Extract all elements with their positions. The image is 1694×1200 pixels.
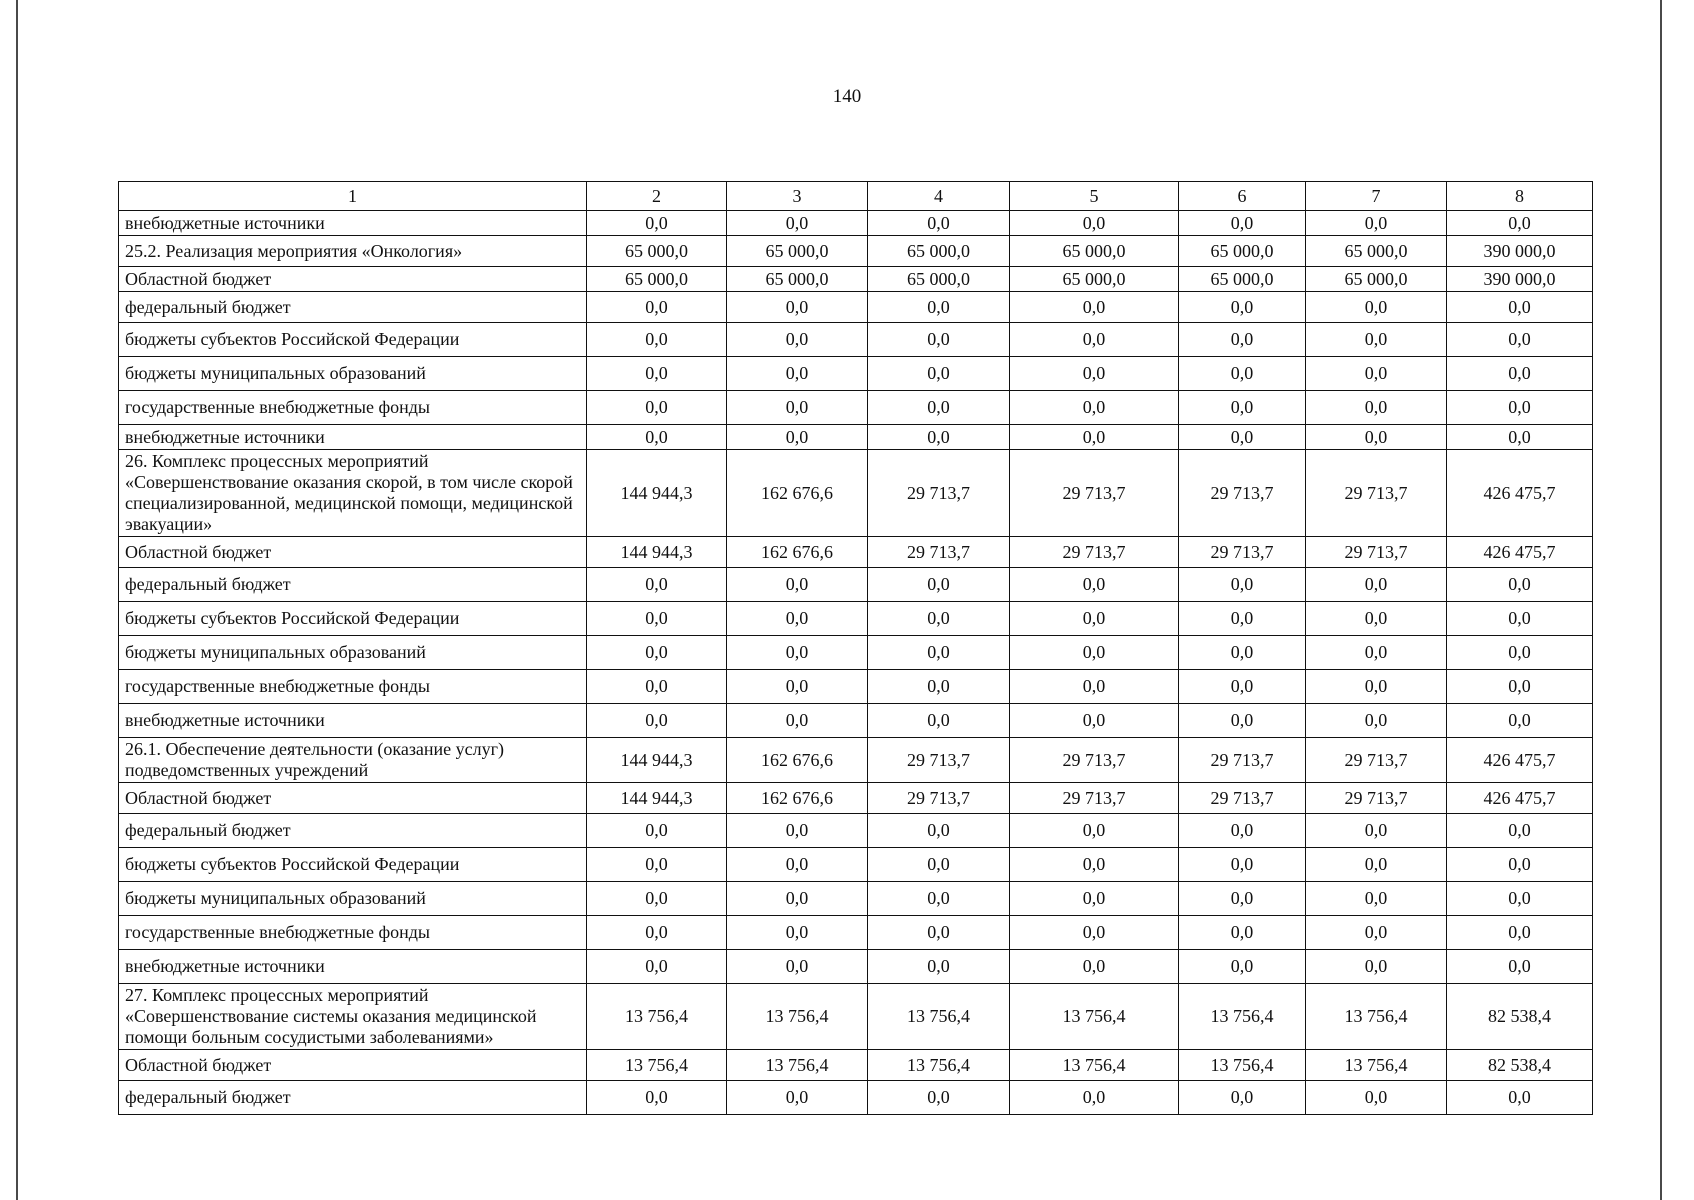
table-row [119,211,1593,236]
row-label: Областной бюджет [119,1050,587,1081]
value-cell: 0,0 [727,357,868,391]
value-cell: 0,0 [587,704,727,738]
table-row [119,738,1593,783]
value-cell: 0,0 [727,391,868,425]
value-cell: 65 000,0 [1306,236,1447,267]
value-cell: 0,0 [1010,1081,1179,1115]
row-label: государственные внебюджетные фонды [119,916,587,950]
value-cell: 0,0 [1179,848,1306,882]
table-row [119,357,1593,391]
value-cell: 0,0 [727,814,868,848]
value-cell: 0,0 [868,704,1010,738]
value-cell: 65 000,0 [587,236,727,267]
value-cell: 0,0 [1447,882,1593,916]
row-label: бюджеты субъектов Российской Федерации [119,848,587,882]
value-cell: 29 713,7 [1010,450,1179,537]
header-cell: 7 [1306,182,1447,211]
value-cell: 29 713,7 [1306,537,1447,568]
value-cell: 0,0 [1179,916,1306,950]
row-label: государственные внебюджетные фонды [119,670,587,704]
table-row [119,292,1593,323]
value-cell: 65 000,0 [1179,236,1306,267]
value-cell: 0,0 [1447,1081,1593,1115]
row-label: федеральный бюджет [119,1081,587,1115]
value-cell: 29 713,7 [868,450,1010,537]
header-cell: 4 [868,182,1010,211]
value-cell: 0,0 [727,425,868,450]
value-cell: 0,0 [587,357,727,391]
value-cell: 0,0 [1010,391,1179,425]
table-row [119,602,1593,636]
value-cell: 29 713,7 [1179,450,1306,537]
value-cell: 0,0 [1010,636,1179,670]
value-cell: 0,0 [868,425,1010,450]
table-row [119,391,1593,425]
value-cell: 0,0 [587,916,727,950]
value-cell: 0,0 [1306,292,1447,323]
value-cell: 0,0 [1447,292,1593,323]
value-cell: 0,0 [1179,357,1306,391]
row-label: бюджеты муниципальных образований [119,357,587,391]
value-cell: 82 538,4 [1447,984,1593,1050]
row-label: внебюджетные источники [119,211,587,236]
value-cell: 0,0 [1010,670,1179,704]
value-cell: 162 676,6 [727,450,868,537]
value-cell: 0,0 [1179,882,1306,916]
row-label: бюджеты субъектов Российской Федерации [119,602,587,636]
value-cell: 0,0 [1447,916,1593,950]
value-cell: 13 756,4 [587,984,727,1050]
value-cell: 13 756,4 [1010,984,1179,1050]
value-cell: 0,0 [1010,425,1179,450]
value-cell: 0,0 [868,391,1010,425]
value-cell: 390 000,0 [1447,267,1593,292]
value-cell: 0,0 [1447,391,1593,425]
table-row [119,814,1593,848]
value-cell: 0,0 [1010,704,1179,738]
value-cell: 426 475,7 [1447,783,1593,814]
value-cell: 29 713,7 [868,537,1010,568]
value-cell: 0,0 [1306,391,1447,425]
value-cell: 0,0 [1179,950,1306,984]
value-cell: 29 713,7 [1306,450,1447,537]
value-cell: 426 475,7 [1447,537,1593,568]
value-cell: 0,0 [727,602,868,636]
scan-edge-left [16,0,18,1200]
value-cell: 0,0 [1447,211,1593,236]
value-cell: 0,0 [1447,323,1593,357]
table-row [119,950,1593,984]
table-row [119,636,1593,670]
value-cell: 0,0 [868,636,1010,670]
value-cell: 0,0 [1179,1081,1306,1115]
value-cell: 0,0 [1447,425,1593,450]
value-cell: 0,0 [1179,425,1306,450]
value-cell: 13 756,4 [1306,984,1447,1050]
value-cell: 0,0 [1179,391,1306,425]
table-row [119,704,1593,738]
value-cell: 144 944,3 [587,738,727,783]
header-cell: 5 [1010,182,1179,211]
value-cell: 0,0 [1179,636,1306,670]
header-cell: 2 [587,182,727,211]
value-cell: 0,0 [727,950,868,984]
value-cell: 0,0 [1447,602,1593,636]
value-cell: 0,0 [727,670,868,704]
value-cell: 65 000,0 [727,267,868,292]
value-cell: 0,0 [1179,292,1306,323]
value-cell: 144 944,3 [587,450,727,537]
row-label: бюджеты муниципальных образований [119,636,587,670]
value-cell: 65 000,0 [1306,267,1447,292]
value-cell: 0,0 [1306,882,1447,916]
value-cell: 426 475,7 [1447,450,1593,537]
value-cell: 65 000,0 [868,236,1010,267]
value-cell: 0,0 [1306,636,1447,670]
value-cell: 29 713,7 [1179,783,1306,814]
value-cell: 0,0 [1447,704,1593,738]
row-label: Областной бюджет [119,537,587,568]
value-cell: 0,0 [868,292,1010,323]
value-cell: 0,0 [1306,814,1447,848]
value-cell: 65 000,0 [727,236,868,267]
row-label: Областной бюджет [119,783,587,814]
value-cell: 0,0 [1306,670,1447,704]
value-cell: 13 756,4 [727,984,868,1050]
value-cell: 0,0 [1179,814,1306,848]
value-cell: 0,0 [1447,670,1593,704]
value-cell: 0,0 [868,568,1010,602]
table-row [119,1081,1593,1115]
value-cell: 29 713,7 [1179,738,1306,783]
table-row [119,1050,1593,1081]
row-label: внебюджетные источники [119,425,587,450]
value-cell: 13 756,4 [1179,984,1306,1050]
scan-edge-right [1660,0,1662,1200]
table-row [119,984,1593,1050]
value-cell: 0,0 [1010,950,1179,984]
value-cell: 0,0 [868,848,1010,882]
value-cell: 0,0 [1447,357,1593,391]
value-cell: 0,0 [1010,568,1179,602]
table-row [119,323,1593,357]
row-label: федеральный бюджет [119,814,587,848]
value-cell: 426 475,7 [1447,738,1593,783]
value-cell: 65 000,0 [587,267,727,292]
value-cell: 13 756,4 [1306,1050,1447,1081]
value-cell: 13 756,4 [1179,1050,1306,1081]
budget-table-container [118,181,1592,1115]
header-cell: 3 [727,182,868,211]
table-row [119,267,1593,292]
value-cell: 29 713,7 [1010,783,1179,814]
value-cell: 0,0 [1447,848,1593,882]
header-cell: 1 [119,182,587,211]
value-cell: 0,0 [727,323,868,357]
value-cell: 0,0 [1010,916,1179,950]
value-cell: 0,0 [587,670,727,704]
table-row [119,568,1593,602]
value-cell: 0,0 [1306,357,1447,391]
value-cell: 0,0 [1179,211,1306,236]
value-cell: 0,0 [1010,848,1179,882]
table-row [119,783,1593,814]
table-row [119,450,1593,537]
header-cell: 8 [1447,182,1593,211]
value-cell: 13 756,4 [587,1050,727,1081]
row-label: государственные внебюджетные фонды [119,391,587,425]
value-cell: 0,0 [727,882,868,916]
value-cell: 0,0 [587,602,727,636]
value-cell: 0,0 [727,916,868,950]
value-cell: 65 000,0 [1010,267,1179,292]
value-cell: 390 000,0 [1447,236,1593,267]
table-row [119,916,1593,950]
value-cell: 0,0 [1179,568,1306,602]
value-cell: 162 676,6 [727,537,868,568]
value-cell: 0,0 [727,636,868,670]
value-cell: 29 713,7 [1306,783,1447,814]
value-cell: 0,0 [1179,704,1306,738]
value-cell: 0,0 [1447,950,1593,984]
value-cell: 0,0 [727,568,868,602]
value-cell: 65 000,0 [1010,236,1179,267]
value-cell: 29 713,7 [1010,738,1179,783]
value-cell: 13 756,4 [727,1050,868,1081]
value-cell: 0,0 [727,704,868,738]
value-cell: 0,0 [587,391,727,425]
row-label: бюджеты субъектов Российской Федерации [119,323,587,357]
value-cell: 0,0 [1447,814,1593,848]
value-cell: 0,0 [1010,882,1179,916]
value-cell: 0,0 [1179,323,1306,357]
value-cell: 0,0 [587,323,727,357]
value-cell: 29 713,7 [1306,738,1447,783]
value-cell: 0,0 [1447,636,1593,670]
value-cell: 0,0 [1010,602,1179,636]
value-cell: 29 713,7 [1179,537,1306,568]
value-cell: 0,0 [868,670,1010,704]
value-cell: 0,0 [587,568,727,602]
value-cell: 0,0 [1306,323,1447,357]
value-cell: 162 676,6 [727,738,868,783]
value-cell: 0,0 [868,916,1010,950]
value-cell: 0,0 [587,950,727,984]
value-cell: 65 000,0 [868,267,1010,292]
value-cell: 0,0 [1306,211,1447,236]
value-cell: 0,0 [587,425,727,450]
value-cell: 0,0 [587,1081,727,1115]
value-cell: 0,0 [868,211,1010,236]
value-cell: 0,0 [727,292,868,323]
value-cell: 0,0 [727,211,868,236]
value-cell: 144 944,3 [587,537,727,568]
row-label: бюджеты муниципальных образований [119,882,587,916]
value-cell: 0,0 [587,211,727,236]
row-label: федеральный бюджет [119,292,587,323]
value-cell: 0,0 [1306,916,1447,950]
value-cell: 0,0 [587,848,727,882]
value-cell: 0,0 [1179,670,1306,704]
value-cell: 0,0 [1306,425,1447,450]
value-cell: 13 756,4 [868,984,1010,1050]
value-cell: 0,0 [587,882,727,916]
value-cell: 0,0 [1306,568,1447,602]
value-cell: 29 713,7 [868,783,1010,814]
value-cell: 0,0 [1010,357,1179,391]
value-cell: 162 676,6 [727,783,868,814]
value-cell: 0,0 [1306,1081,1447,1115]
row-label: Областной бюджет [119,267,587,292]
value-cell: 29 713,7 [1010,537,1179,568]
table-row [119,670,1593,704]
value-cell: 0,0 [1306,704,1447,738]
table-row [119,236,1593,267]
value-cell: 0,0 [868,882,1010,916]
table-row [119,882,1593,916]
value-cell: 0,0 [868,950,1010,984]
value-cell: 0,0 [1179,602,1306,636]
value-cell: 0,0 [727,1081,868,1115]
value-cell: 144 944,3 [587,783,727,814]
value-cell: 0,0 [1010,323,1179,357]
row-label: внебюджетные источники [119,704,587,738]
value-cell: 0,0 [868,602,1010,636]
value-cell: 0,0 [587,814,727,848]
value-cell: 65 000,0 [1179,267,1306,292]
budget-table [118,181,1593,1115]
table-row [119,537,1593,568]
page-number: 140 [832,86,862,107]
row-label: федеральный бюджет [119,568,587,602]
value-cell: 13 756,4 [1010,1050,1179,1081]
value-cell: 0,0 [1447,568,1593,602]
value-cell: 0,0 [727,848,868,882]
value-cell: 0,0 [1010,211,1179,236]
value-cell: 0,0 [1306,950,1447,984]
table-row [119,848,1593,882]
value-cell: 0,0 [868,1081,1010,1115]
row-label: 26.1. Обеспечение деятельности (оказание услуг) подведомственных учреждений [119,738,587,783]
row-label: 27. Комплекс процессных мероприятий «Совершенствование системы оказания медицинской помощи больным сосудистыми заболеваниями» [119,984,587,1050]
value-cell: 0,0 [868,323,1010,357]
header-cell: 6 [1179,182,1306,211]
value-cell: 13 756,4 [868,1050,1010,1081]
row-label: внебюджетные источники [119,950,587,984]
row-label: 25.2. Реализация мероприятия «Онкология» [119,236,587,267]
table-header-row [119,182,1593,211]
value-cell: 0,0 [587,292,727,323]
table-row [119,425,1593,450]
value-cell: 0,0 [1010,292,1179,323]
value-cell: 82 538,4 [1447,1050,1593,1081]
value-cell: 0,0 [1010,814,1179,848]
row-label: 26. Комплекс процессных мероприятий «Совершенствование оказания скорой, в том числе скорой специализированной, медицинской помощи, медицинской эвакуации» [119,450,587,537]
value-cell: 0,0 [1306,848,1447,882]
value-cell: 0,0 [868,357,1010,391]
value-cell: 0,0 [1306,602,1447,636]
value-cell: 29 713,7 [868,738,1010,783]
value-cell: 0,0 [587,636,727,670]
value-cell: 0,0 [868,814,1010,848]
